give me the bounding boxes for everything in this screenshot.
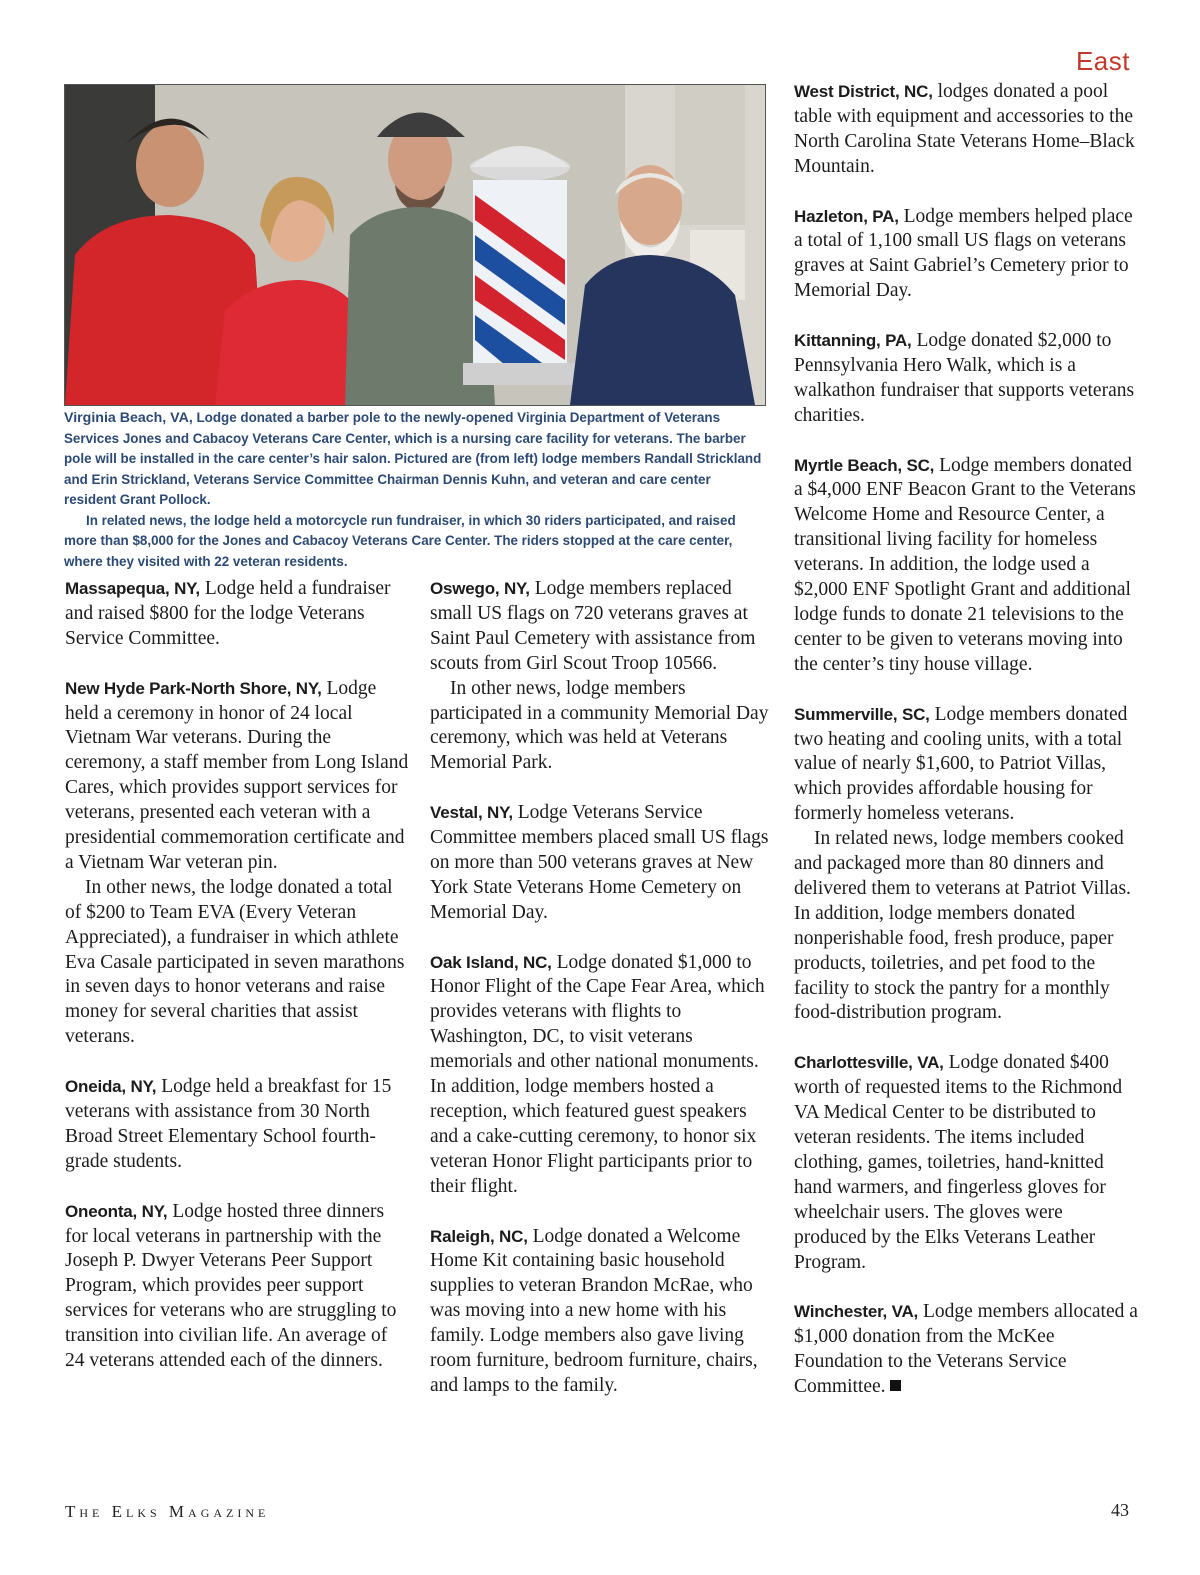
article-new-hyde-park-more: In other news, the lodge donated a total of $200 to Team EVA (Every Veteran Appreciated), a fundraiser in which athlete Eva Casale participated in seven marathons in seven days to honor veterans and raise money for several charities that assist veterans.	[65, 876, 405, 1048]
article-summerville-more: In related news, lodge members cooked and packaged more than 80 dinners and delivered them to veterans at Patriot Villas. In addition, lodge members donated nonperishable food, fresh produce, paper products, toiletries, and pet food to the facility to stock the pantry for a monthly food-distribution program.	[794, 828, 1131, 1024]
article-hazleton: Hazleton, PA, Lodge members helped place a total of 1,100 small US flags on veterans graves at Saint Gabriel’s Cemetery prior to Memorial Day.	[794, 205, 1133, 302]
caption-related: In related news, the lodge held a motorcycle run fundraiser, in which 30 riders participated, and raised more than $8,000 for the Jones and Cabacoy Veterans Care Center. The riders stopped at the care center, where they visited with 22 veteran residents.	[64, 512, 736, 569]
photo-caption	[64, 408, 766, 572]
article-new-hyde-park: New Hyde Park-North Shore, NY, Lodge held a ceremony in honor of 24 local Vietnam War veterans. During the ceremony, a staff member from Long Island Cares, which provides support services for veterans, presented each veteran with a presidential commemoration certificate and a Vietnam War veteran pin.	[65, 677, 409, 873]
article-oswego-more: In other news, lodge members participated in a community Memorial Day ceremony, which was held at Veterans Memorial Park.	[430, 677, 769, 774]
page-number: 43	[1111, 1500, 1129, 1520]
article-vestal: Vestal, NY, Lodge Veterans Service Committee members placed small US flags on more than 500 veterans graves at New York State Veterans Home Cemetery on Memorial Day.	[430, 802, 769, 923]
column-3	[794, 80, 1139, 1400]
magazine-name: The Elks Magazine	[65, 1502, 270, 1521]
article-oneonta: Oneonta, NY, Lodge hosted three dinners for local veterans in partnership with the Joseph P. Dwyer Veterans Peer Support Program, which provides peer support services for veterans who are struggling to transition into civilian life. An average of 24 veterans attended each of the dinners.	[65, 1200, 397, 1372]
section-label: East	[1075, 46, 1130, 76]
column-1	[65, 577, 410, 1374]
caption-lead: Virginia Beach, VA,	[64, 410, 193, 426]
barber-pole-photo	[64, 84, 766, 406]
caption-text: Lodge donated a barber pole to the newly-opened Virginia Department of Veterans Services Jones and Cabacoy Veterans Care Center, which is a nursing care facility for veterans. The barber pole will be installed in the care center’s hair salon. Pictured are (from left) lodge members Randall Strickland and Erin Strickland, Veterans Service Committee Chairman Dennis Kuhn, and veteran and care center resident Grant Pollock.	[64, 410, 762, 507]
article-raleigh: Raleigh, NC, Lodge donated a Welcome Home Kit containing basic household supplies to veteran Brandon McRae, who was moving into a new home with his family. Lodge members also gave living room furniture, bedroom furniture, chairs, and lamps to the family.	[430, 1225, 758, 1396]
end-mark-icon	[890, 1380, 901, 1391]
column-2	[430, 577, 775, 1399]
article-myrtle-beach: Myrtle Beach, SC, Lodge members donated a $4,000 ENF Beacon Grant to the Veterans Welcome Home and Resource Center, a transitional living facility for homeless veterans. In addition, the lodge used a $2,000 ENF Spotlight Grant and additional lodge funds to donate 21 televisions to the center to be given to veterans moving into the center’s tiny house village.	[794, 454, 1136, 675]
article-summerville: Summerville, SC, Lodge members donated two heating and cooling units, with a total value of nearly $1,600, to Patriot Villas, which provides affordable housing for formerly homeless veterans.	[794, 703, 1128, 825]
article-oswego: Oswego, NY, Lodge members replaced small US flags on 720 veterans graves at Saint Paul Cemetery with assistance from scouts from Girl Scout Troop 10566.	[430, 578, 756, 674]
article-massapequa: Massapequa, NY, Lodge held a fundraiser and raised $800 for the lodge Veterans Service Committee.	[65, 578, 391, 649]
article-west-district: West District, NC, lodges donated a pool table with equipment and accessories to the North Carolina State Veterans Home–Black Mountain.	[794, 81, 1135, 177]
article-charlottesville: Charlottesville, VA, Lodge donated $400 worth of requested items to the Richmond VA Medical Center to be distributed to veteran residents. The items included clothing, games, toiletries, hand-knitted hand warmers, and fingerless gloves for wheelchair users. The gloves were produced by the Elks Veterans Leather Program.	[794, 1052, 1123, 1273]
article-winchester: Winchester, VA, Lodge members allocated a $1,000 donation from the McKee Foundation to the Veterans Service Committee.	[794, 1301, 1138, 1398]
article-oneida: Oneida, NY, Lodge held a breakfast for 15 veterans with assistance from 30 North Broad Street Elementary School fourth-grade students.	[65, 1076, 392, 1172]
article-kittanning: Kittanning, PA, Lodge donated $2,000 to Pennsylvania Hero Walk, which is a walkathon fundraiser that supports veterans charities.	[794, 330, 1135, 426]
article-oak-island: Oak Island, NC, Lodge donated $1,000 to Honor Flight of the Cape Fear Area, which provides veterans with flights to Washington, DC, to visit veterans memorials and other national monuments. In addition, lodge members hosted a reception, which featured guest speakers and a cake-cutting ceremony, to honor six veteran Honor Flight participants prior to their flight.	[430, 951, 765, 1197]
photo-illustration	[65, 85, 765, 405]
